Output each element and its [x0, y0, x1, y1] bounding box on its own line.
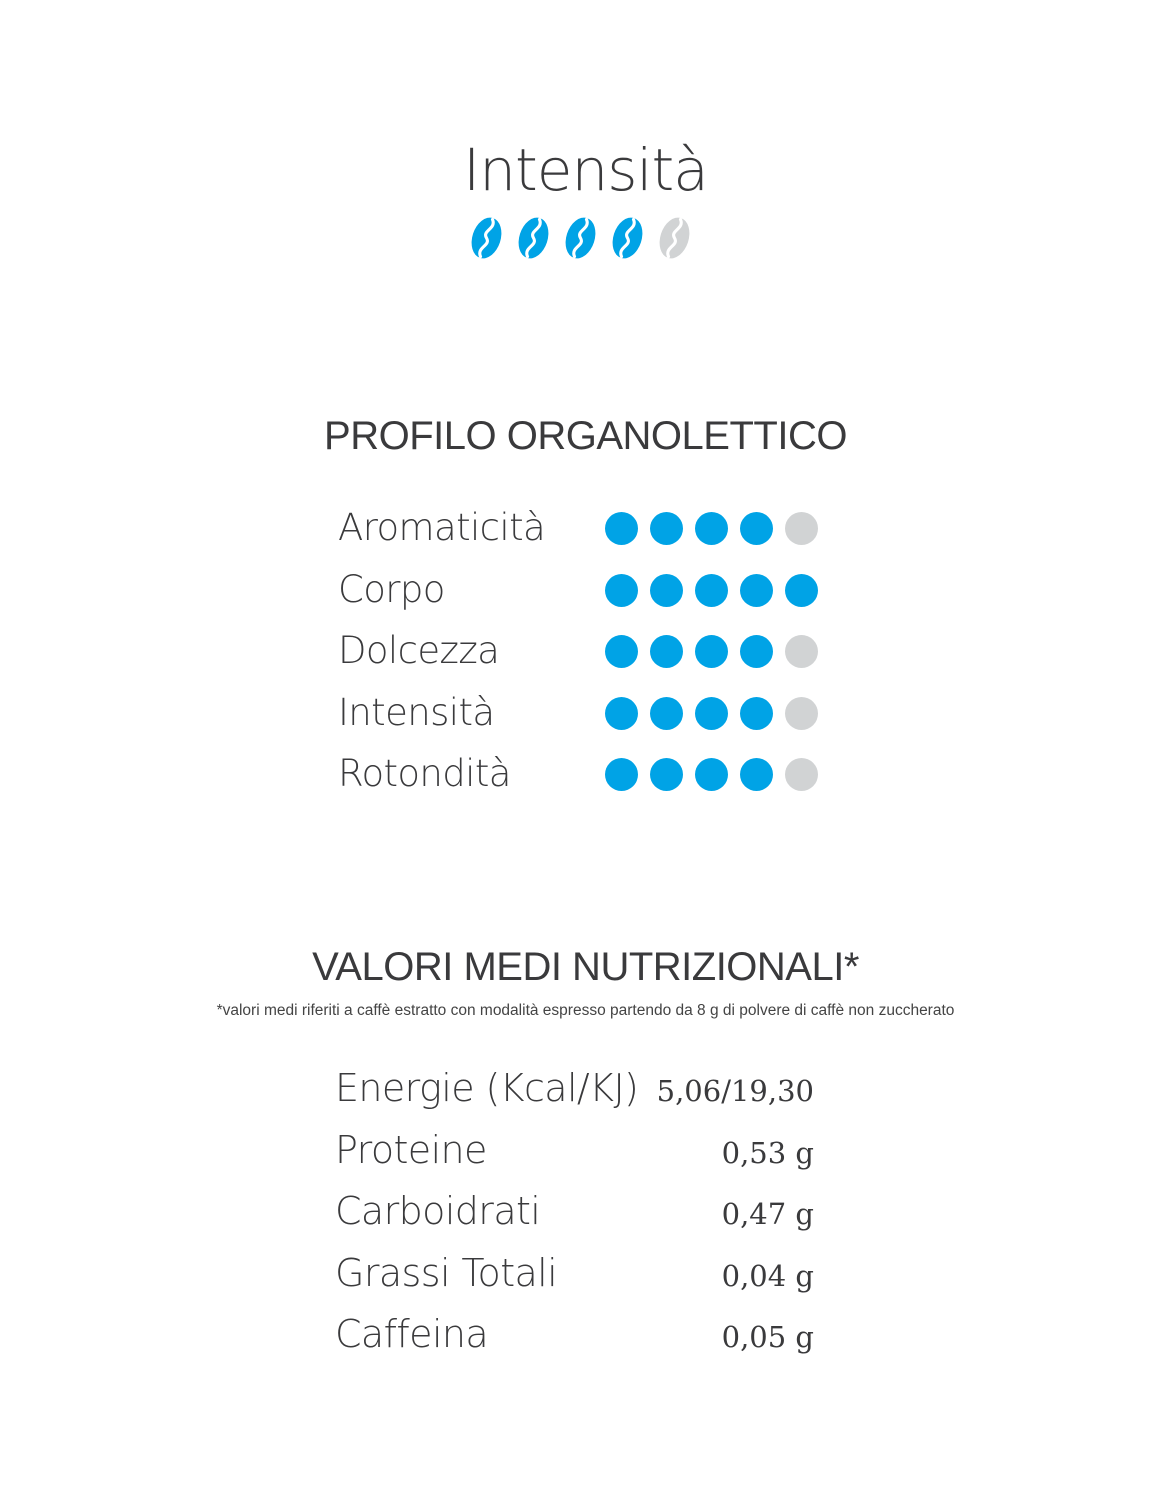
coffee-bean-icon [609, 214, 646, 262]
rating-dots [605, 635, 818, 668]
profile-label: Aromaticità [338, 506, 546, 549]
intensity-beans [468, 214, 693, 264]
nutrition-label: Proteine [335, 1127, 487, 1172]
nutrition-value: 0,53 g [721, 1135, 814, 1170]
rating-dot-filled [650, 697, 683, 730]
profile-row [338, 683, 838, 745]
nutrition-value: 0,04 g [721, 1258, 814, 1293]
rating-dot-filled [650, 574, 683, 607]
rating-dot-empty [785, 635, 818, 668]
profile-row [338, 621, 838, 683]
rating-dots [605, 697, 818, 730]
rating-dot-filled [650, 635, 683, 668]
rating-dot-filled [740, 697, 773, 730]
intensity-title: Intensità [463, 136, 708, 204]
rating-dot-filled [605, 635, 638, 668]
profile-label: Intensità [338, 690, 495, 734]
rating-dot-filled [695, 635, 728, 668]
coffee-bean-icon [656, 214, 693, 262]
nutrition-value: 5,06/19,30 [656, 1074, 814, 1108]
rating-dot-empty [785, 697, 818, 730]
nutrition-row [335, 1060, 820, 1122]
profile-row [338, 560, 838, 622]
rating-dot-filled [785, 574, 818, 607]
nutrition-title: VALORI MEDI NUTRIZIONALI* [312, 945, 859, 989]
nutrition-label: Energie (Kcal/KJ) [335, 1066, 639, 1110]
rating-dot-filled [650, 758, 683, 791]
rating-dot-empty [785, 512, 818, 545]
nutrition-row [335, 1122, 820, 1184]
coffee-bean-icon [468, 214, 505, 262]
rating-dot-filled [650, 512, 683, 545]
nutrition-value: 0,05 g [721, 1320, 814, 1354]
coffee-bean-icon [515, 214, 552, 262]
rating-dots [605, 512, 818, 545]
nutrition-value: 0,47 g [721, 1197, 814, 1231]
rating-dots [605, 758, 818, 791]
rating-dot-filled [695, 574, 728, 607]
profile-row [338, 744, 838, 806]
rating-dot-empty [785, 758, 818, 791]
nutrition-label: Carboidrati [335, 1189, 541, 1233]
rating-dot-filled [605, 574, 638, 607]
nutrition-label: Caffeina [335, 1312, 489, 1356]
rating-dot-filled [605, 697, 638, 730]
profile-title: PROFILO ORGANOLETTICO [324, 414, 847, 458]
profile-label: Dolcezza [338, 629, 500, 672]
nutrition-label: Grassi Totali [335, 1250, 558, 1295]
rating-dot-filled [740, 635, 773, 668]
profile-label: Corpo [338, 567, 445, 611]
profile-row [338, 498, 838, 560]
rating-dot-filled [605, 512, 638, 545]
rating-dot-filled [740, 512, 773, 545]
nutrition-row [335, 1183, 820, 1245]
profile-list [338, 498, 838, 806]
rating-dot-filled [605, 758, 638, 791]
rating-dot-filled [695, 697, 728, 730]
rating-dot-filled [695, 758, 728, 791]
nutrition-list [335, 1060, 820, 1368]
rating-dots [605, 574, 818, 607]
coffee-bean-icon [562, 214, 599, 262]
nutrition-row [335, 1245, 820, 1307]
profile-label: Rotondità [338, 752, 511, 795]
rating-dot-filled [740, 574, 773, 607]
nutrition-row [335, 1306, 820, 1368]
nutrition-footnote: *valori medi riferiti a caffè estratto con modalità espresso partendo da 8 g di polvere di caffè non zuccherato [216, 1002, 955, 1019]
rating-dot-filled [695, 512, 728, 545]
rating-dot-filled [740, 758, 773, 791]
